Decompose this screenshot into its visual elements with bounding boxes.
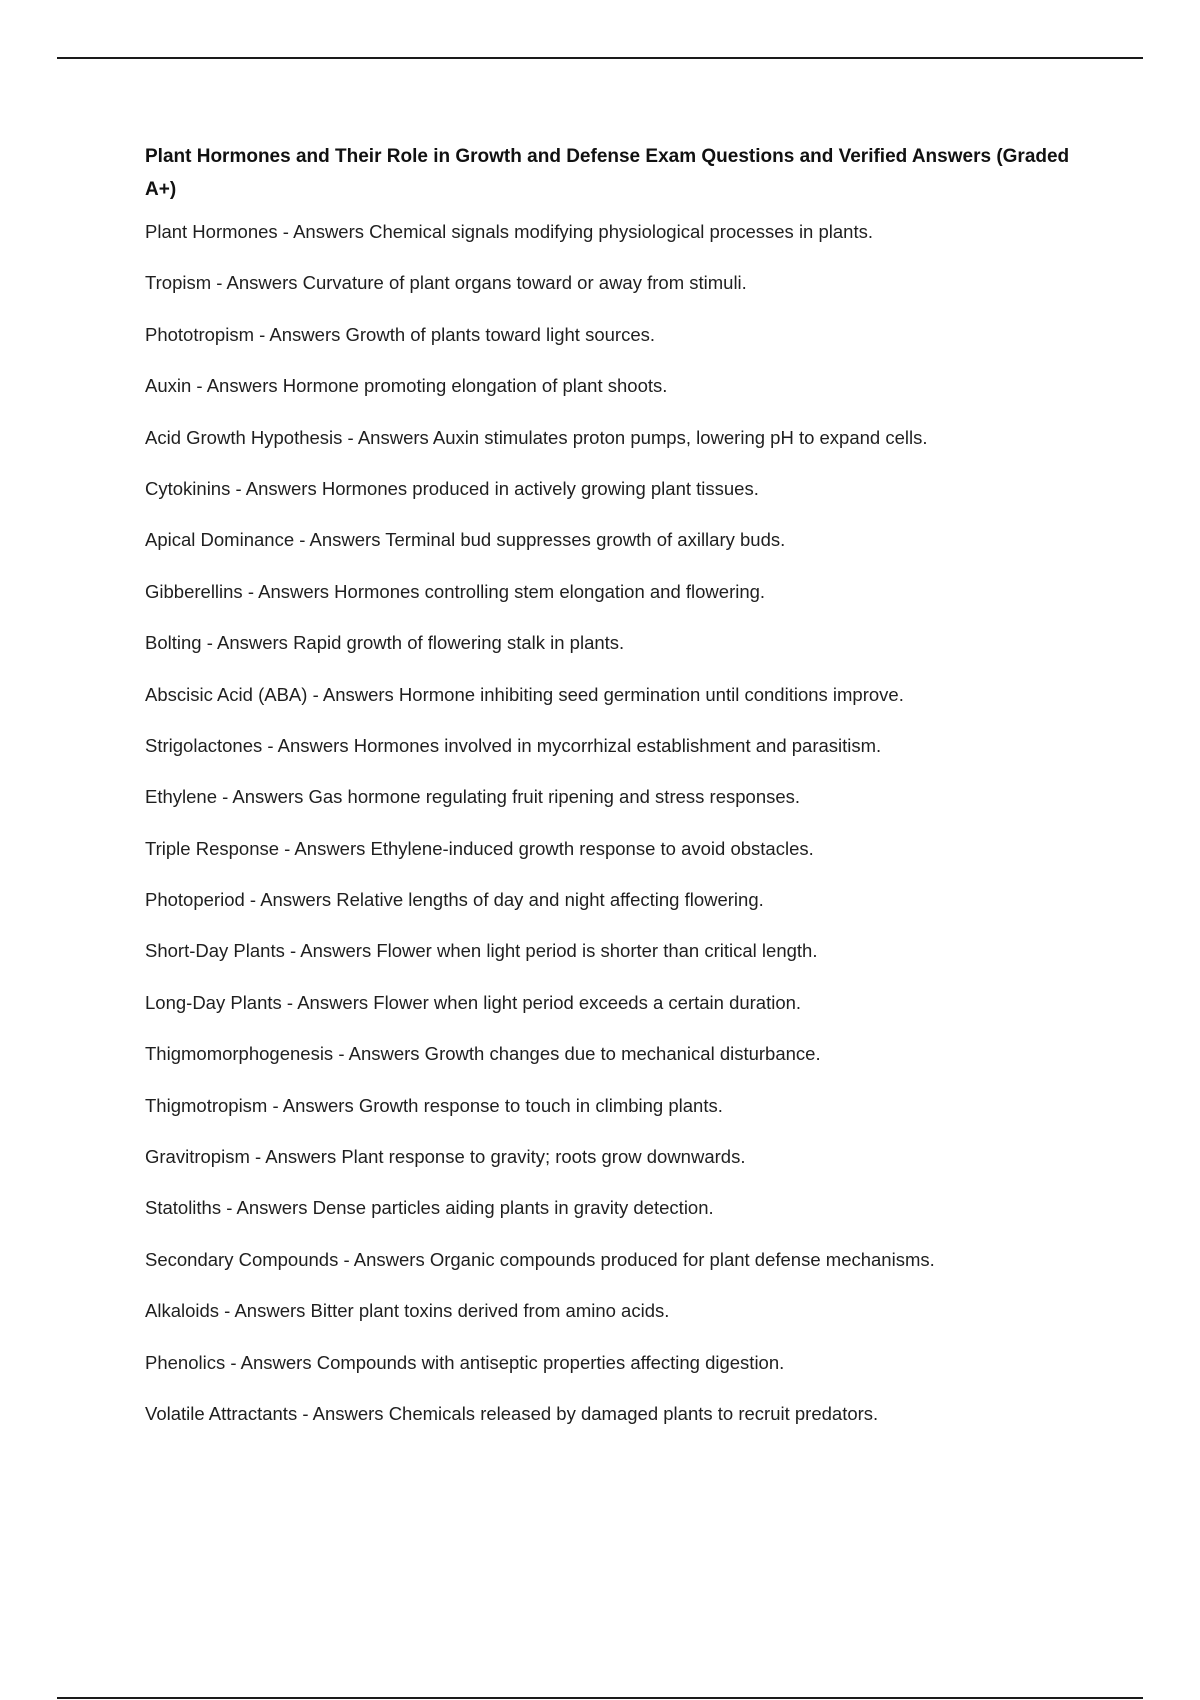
qa-item: Ethylene - Answers Gas hormone regulating fruit ripening and stress responses.: [145, 786, 801, 808]
qa-item: Alkaloids - Answers Bitter plant toxins derived from amino acids.: [145, 1300, 670, 1322]
qa-item: Phototropism - Answers Growth of plants toward light sources.: [145, 323, 655, 345]
qa-item: Strigolactones - Answers Hormones involved in mycorrhizal establishment and parasitism.: [145, 734, 882, 756]
qa-item: Acid Growth Hypothesis - Answers Auxin stimulates proton pumps, lowering pH to expand cells.: [145, 426, 928, 448]
qa-item: Gravitropism - Answers Plant response to gravity; roots grow downwards.: [145, 1146, 746, 1168]
qa-item: Triple Response - Answers Ethylene-induced growth response to avoid obstacles.: [145, 837, 814, 859]
qa-item: Tropism - Answers Curvature of plant organs toward or away from stimuli.: [145, 272, 747, 294]
qa-item: Gibberellins - Answers Hormones controlling stem elongation and flowering.: [145, 580, 766, 602]
qa-item: Auxin - Answers Hormone promoting elongation of plant shoots.: [145, 375, 668, 397]
qa-item: Thigmomorphogenesis - Answers Growth changes due to mechanical disturbance.: [145, 1043, 821, 1065]
qa-item: Thigmotropism - Answers Growth response to touch in climbing plants.: [145, 1094, 723, 1116]
qa-item: Plant Hormones - Answers Chemical signals modifying physiological processes in plants.: [145, 221, 873, 242]
document-body: [145, 140, 1085, 1453]
top-divider: [57, 57, 1143, 59]
bottom-divider: [57, 1697, 1143, 1699]
document-title: Plant Hormones and Their Role in Growth and Defense Exam Questions and Verified Answers (Graded A+): [145, 146, 1070, 200]
qa-item: Apical Dominance - Answers Terminal bud suppresses growth of axillary buds.: [145, 529, 786, 551]
qa-list: [145, 220, 1085, 1426]
qa-item: Bolting - Answers Rapid growth of flowering stalk in plants.: [145, 632, 625, 654]
qa-item: Abscisic Acid (ABA) - Answers Hormone inhibiting seed germination until conditions improve.: [145, 683, 904, 705]
qa-item: Phenolics - Answers Compounds with antiseptic properties affecting digestion.: [145, 1351, 785, 1373]
qa-item: Cytokinins - Answers Hormones produced in actively growing plant tissues.: [145, 477, 759, 499]
qa-item: Volatile Attractants - Answers Chemicals released by damaged plants to recruit predators.: [145, 1402, 879, 1424]
qa-item: Long-Day Plants - Answers Flower when light period exceeds a certain duration.: [145, 991, 802, 1013]
qa-item: Secondary Compounds - Answers Organic compounds produced for plant defense mechanisms.: [145, 1248, 935, 1270]
qa-item: Short-Day Plants - Answers Flower when light period is shorter than critical length.: [145, 940, 818, 962]
qa-item: Statoliths - Answers Dense particles aiding plants in gravity detection.: [145, 1197, 714, 1219]
qa-item: Photoperiod - Answers Relative lengths of day and night affecting flowering.: [145, 889, 764, 911]
